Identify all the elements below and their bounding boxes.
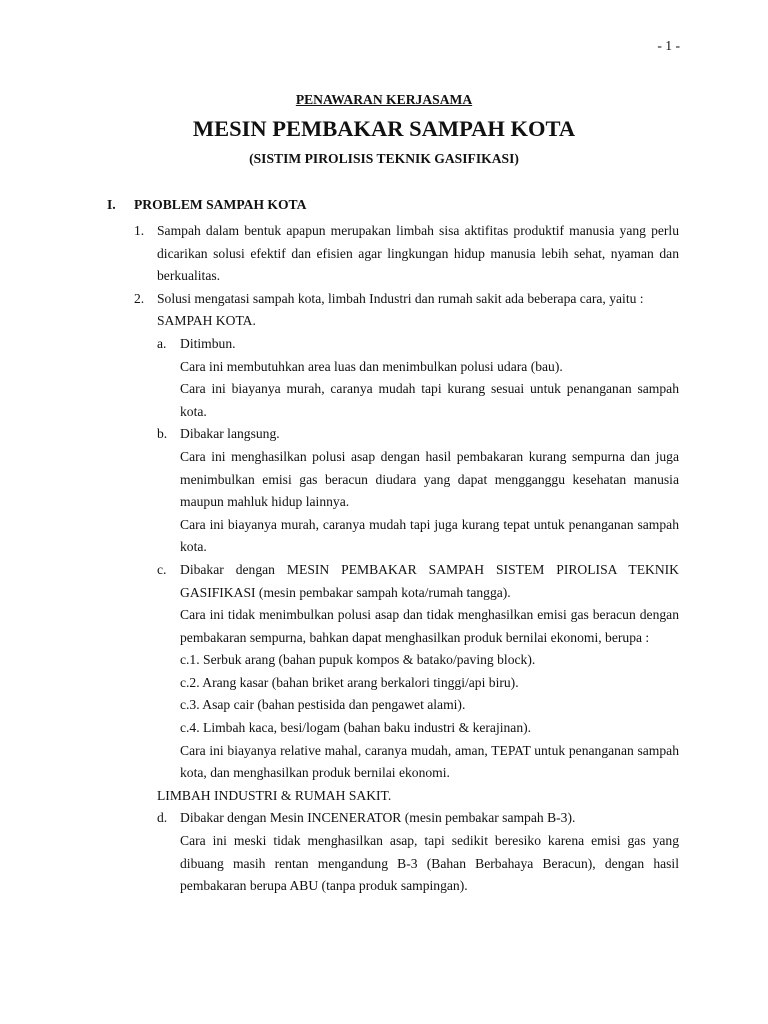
- sub-label: Dibakar dengan MESIN PEMBAKAR SAMPAH SISTEM PIROLISA TEKNIK GASIFIKASI (mesin pembakar sampah kota/rumah tangga).: [180, 561, 679, 600]
- section-title: PROBLEM SAMPAH KOTA: [134, 197, 307, 212]
- page-number: - 1 -: [657, 38, 680, 53]
- sub-item-a: [134, 333, 679, 356]
- list-marker: 1.: [134, 223, 145, 238]
- sub-marker: c.: [157, 561, 167, 577]
- section-number: I.: [107, 197, 116, 212]
- product-item: c.4. Limbah kaca, besi/logam (bahan baku industri & kerajinan).: [180, 720, 532, 736]
- section-heading: [107, 197, 306, 213]
- sub-label: Ditimbun.: [180, 335, 236, 351]
- sub-marker: a.: [157, 335, 167, 351]
- list-marker: 2.: [134, 290, 145, 306]
- sub-item-b: [134, 423, 679, 446]
- product-item: c.1. Serbuk arang (bahan pupuk kompos & batako/paving block).: [180, 652, 536, 668]
- product-item: c.2. Arang kasar (bahan briket arang berkalori tinggi/api biru).: [180, 674, 519, 690]
- document-system-subtitle: (SISTIM PIROLISIS TEKNIK GASIFIKASI): [249, 151, 519, 166]
- list-item-1: [134, 220, 679, 288]
- paragraph: Cara ini biayanya murah, caranya mudah tapi kurang sesuai untuk penanganan sampah kota.: [180, 381, 679, 419]
- paragraph: Cara ini menghasilkan polusi asap dengan hasil pembakaran kurang sempurna dan juga menimbulkan emisi gas beracun diudara yang dapat mengganggu kesehatan manusia maupun mahluk hidup lainnya.: [180, 448, 679, 510]
- paragraph: Cara ini meski tidak menghasilkan asap, tapi sedikit beresiko karena emisi gas yang dibuang masih rentan mengandung B-3 (Bahan Berbahaya Beracun), dengan hasil pembakaran berupa ABU (tanpa produk sampingan).: [180, 833, 679, 894]
- sub-marker: b.: [157, 426, 168, 442]
- list-text: Sampah dalam bentuk apapun merupakan limbah sisa aktifitas produktif manusia yang perlu dicarikan solusi efektif dan efisien agar lingkungan hidup manusia lebih sehat, nyaman dan berkualitas.: [157, 223, 679, 284]
- sub-marker: d.: [157, 810, 168, 826]
- paragraph: Cara ini membutuhkan area luas dan menimbulkan polusi udara (bau).: [180, 358, 563, 374]
- sampah-kota-heading: SAMPAH KOTA.: [157, 313, 256, 329]
- sub-item-d: [134, 807, 679, 830]
- sub-label: Dibakar langsung.: [180, 426, 280, 442]
- list-text: Solusi mengatasi sampah kota, limbah Industri dan rumah sakit ada beberapa cara, yaitu :: [157, 290, 644, 306]
- sub-item-c: [134, 559, 679, 604]
- list-item-2: [134, 288, 679, 311]
- sub-label: Dibakar dengan Mesin INCENERATOR (mesin pembakar sampah B-3).: [180, 810, 576, 826]
- paragraph: Cara ini biayanya murah, caranya mudah tapi juga kurang tepat untuk penanganan sampah kota.: [180, 516, 679, 555]
- section-body: [134, 220, 679, 898]
- document-title: MESIN PEMBAKAR SAMPAH KOTA: [192, 116, 576, 141]
- limbah-heading: LIMBAH INDUSTRI & RUMAH SAKIT.: [157, 787, 392, 803]
- paragraph: Cara ini biayanya relative mahal, caranya mudah, aman, TEPAT untuk penanganan sampah kota, dan menghasilkan produk bernilai ekonomi.: [180, 742, 679, 781]
- paragraph: Cara ini tidak menimbulkan polusi asap dan tidak menghasilkan emisi gas beracun dengan pembakaran sempurna, bahkan dapat menghasilkan produk bernilai ekonomi, berupa :: [180, 607, 679, 645]
- document-subtitle: PENAWARAN KERJASAMA: [295, 92, 473, 107]
- product-item: c.3. Asap cair (bahan pestisida dan pengawet alami).: [180, 697, 466, 713]
